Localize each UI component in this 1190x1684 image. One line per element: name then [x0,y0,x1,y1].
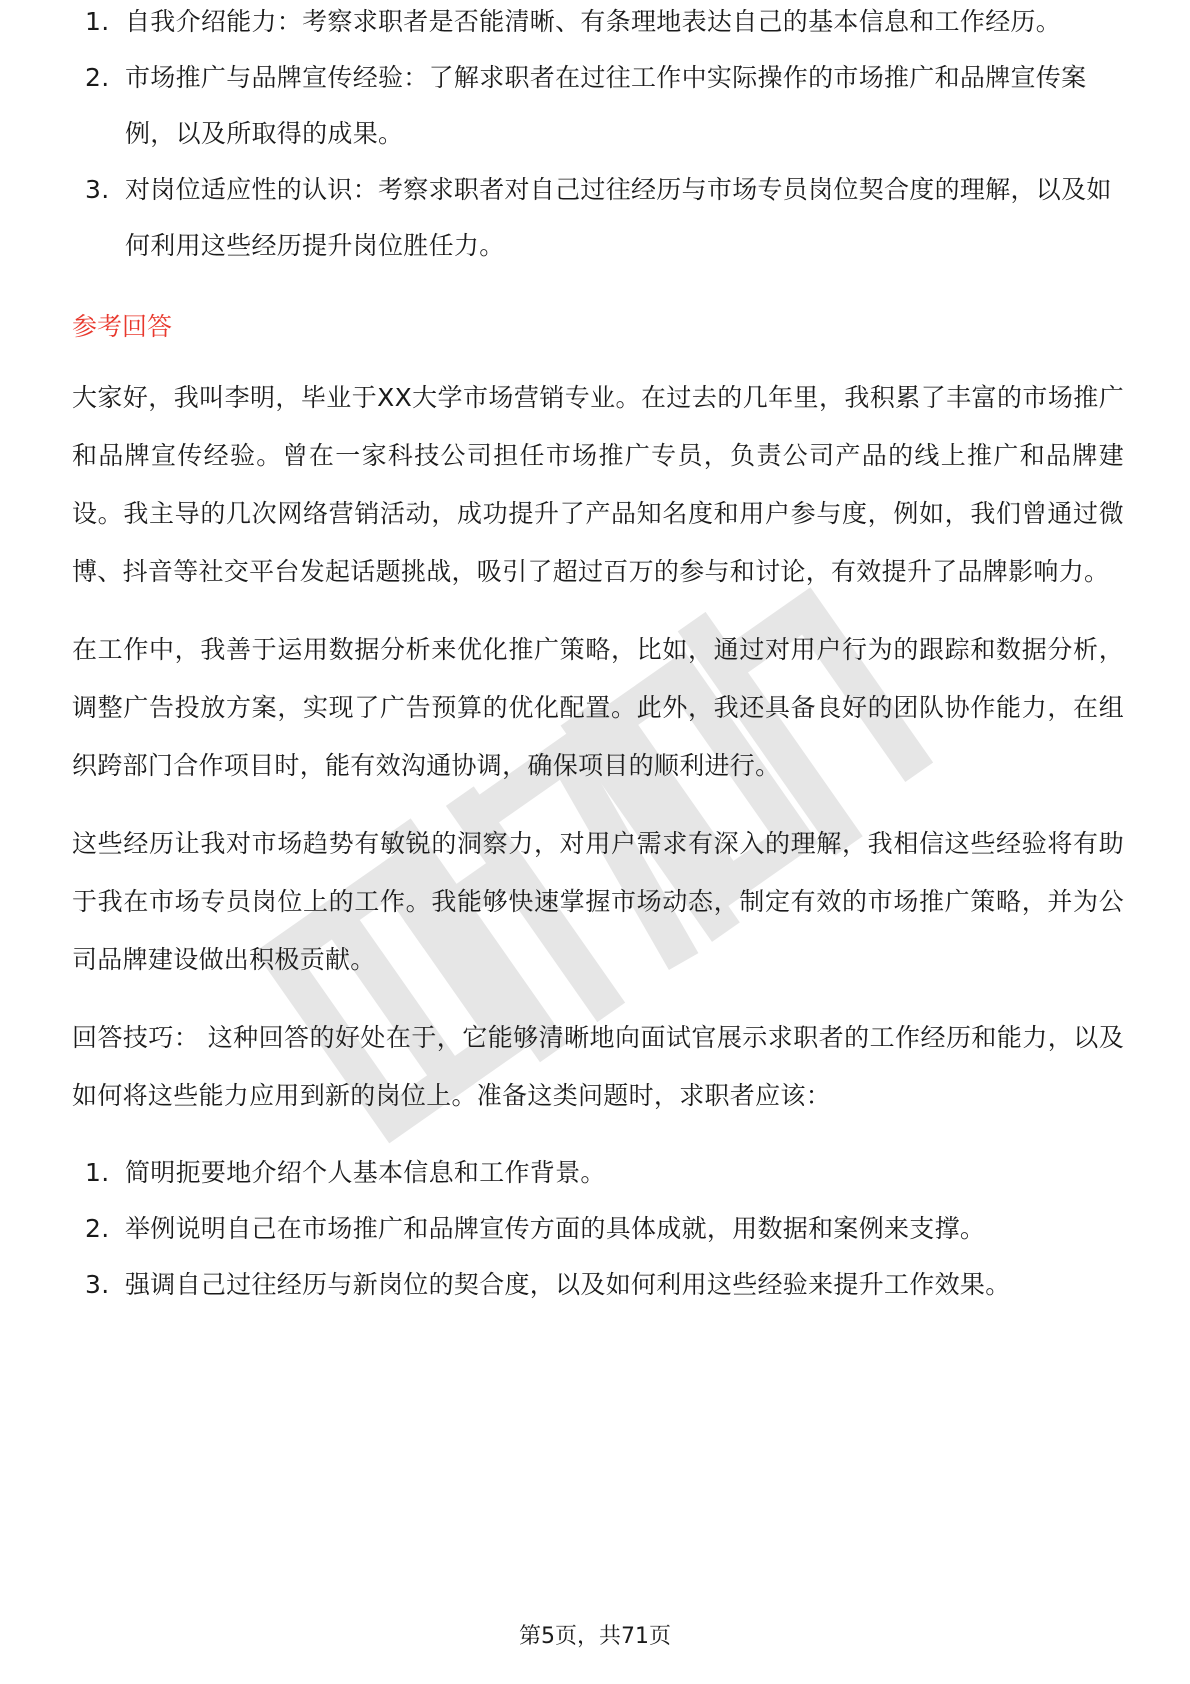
list-text: 市场推广与品牌宣传经验：了解求职者在过往工作中实际操作的市场推广和品牌宣传案例，以及所取得的成果。 [125,63,1087,148]
list-number: 1. [85,1158,110,1187]
list-text: 强调自己过往经历与新岗位的契合度，以及如何利用这些经验来提升工作效果。 [125,1270,1011,1299]
list-item [72,162,1124,274]
tips-intro-paragraph: 回答技巧： 这种回答的好处在于，它能够清晰地向面试官展示求职者的工作经历和能力，以及如何将这些能力应用到新的岗位上。准备这类问题时，求职者应该： [72,1023,1124,1110]
answer-paragraph-2: 在工作中，我善于运用数据分析来优化推广策略，比如，通过对用户行为的跟踪和数据分析，调整广告投放方案，实现了广告预算的优化配置。此外，我还具备良好的团队协作能力，在组织跨部门合作项目时，能有效沟通协调，确保项目的顺利进行。 [72,635,1124,780]
top-list [72,0,1124,274]
list-number: 3. [85,1270,110,1299]
answer-paragraph-1: 大家好，我叫李明，毕业于XX大学市场营销专业。在过去的几年里，我积累了丰富的市场推广和品牌宣传经验。曾在一家科技公司担任市场推广专员，负责公司产品的线上推广和品牌建设。我主导的几次网络营销活动，成功提升了产品知名度和用户参与度，例如，我们曾通过微博、抖音等社交平台发起话题挑战，吸引了超过百万的参与和讨论，有效提升了品牌影响力。 [72,383,1124,586]
list-item [72,0,1124,50]
section-heading: 参考回答 [72,312,173,341]
list-text: 自我介绍能力：考察求职者是否能清晰、有条理地表达自己的基本信息和工作经历。 [125,7,1062,36]
list-number: 2. [85,1214,110,1243]
main-content [72,7,1124,1313]
list-number: 1. [85,7,110,36]
list-text: 简明扼要地介绍个人基本信息和工作背景。 [125,1158,606,1187]
list-text: 对岗位适应性的认识：考察求职者对自己过往经历与市场专员岗位契合度的理解，以及如何利用这些经历提升岗位胜任力。 [125,175,1112,260]
page-number-footer: 第5页，共71页 [519,1624,671,1649]
answer-paragraph-3: 这些经历让我对市场趋势有敏锐的洞察力，对用户需求有深入的理解，我相信这些经验将有助于我在市场专员岗位上的工作。我能够快速掌握市场动态，制定有效的市场推广策略，并为公司品牌建设做出积极贡献。 [72,829,1124,974]
tips-list [72,1145,1124,1313]
list-item [72,50,1124,162]
list-text: 举例说明自己在市场推广和品牌宣传方面的具体成就，用数据和案例来支撑。 [125,1214,986,1243]
list-item [72,1201,1124,1257]
list-number: 2. [85,63,110,92]
list-item [72,1257,1124,1313]
list-item [72,1145,1124,1201]
list-number: 3. [85,175,110,204]
